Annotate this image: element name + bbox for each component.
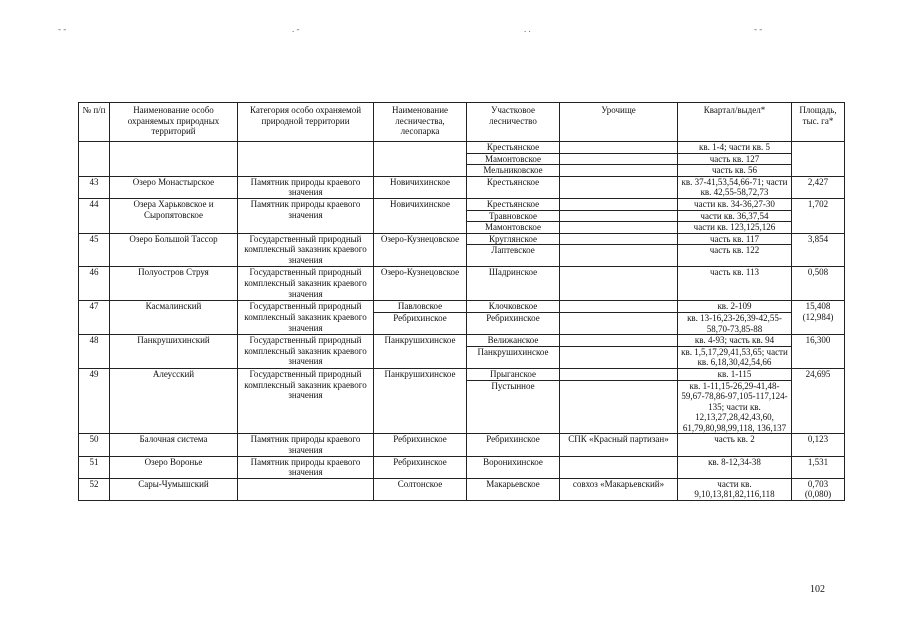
table-row: [79, 434, 845, 456]
table-row: [79, 233, 845, 245]
cell-forestry: Панкрушихинское: [374, 335, 467, 369]
cell-tract: [560, 335, 678, 347]
protected-areas-table: [78, 102, 845, 501]
table-row: [79, 368, 845, 380]
col-header-name: Наименование особо охраняемых природных территорий: [110, 103, 238, 142]
table-row: [79, 301, 845, 313]
scan-mark: - -: [754, 24, 763, 34]
cell-district: Макарьевское: [467, 478, 560, 500]
cell-tract: [560, 210, 678, 222]
cell-name: Панкрушихинский: [110, 335, 238, 369]
cell-tract: [560, 245, 678, 267]
cell-name: Касмалинский: [110, 301, 238, 335]
cell-district: Велижанское: [467, 335, 560, 347]
cell-name: Алеусский: [110, 368, 238, 434]
cell-area: 3,854: [792, 233, 845, 267]
cell-number: 49: [79, 368, 110, 434]
cell-forestry: Солтонское: [374, 478, 467, 500]
cell-forestry: [374, 142, 467, 177]
cell-number: 47: [79, 301, 110, 335]
cell-district: Прыганское: [467, 368, 560, 380]
cell-district: Круглянское: [467, 233, 560, 245]
cell-forestry: Озеро-Кузнецовское: [374, 267, 467, 301]
cell-quarter: кв. 37-41,53,54,66-71; части кв. 42,55-58,72,73: [678, 176, 792, 198]
cell-area: 1,531: [792, 456, 845, 478]
col-header-number: № п/п: [79, 103, 110, 142]
cell-quarter: части кв. 36,37,54: [678, 210, 792, 222]
cell-quarter: кв. 1-11,15-26,29-41,48-59,67-78,86-97,105-117,124-135; части кв. 12,13,27,28,42,43,60, 61,79,80,98,99,118, 136,137: [678, 380, 792, 434]
cell-name: Сары-Чумышский: [110, 478, 238, 500]
cell-area: 0,703 (0,080): [792, 478, 845, 500]
col-header-district: Участковое лесничество: [467, 103, 560, 142]
cell-quarter: кв. 1-4; части кв. 5: [678, 142, 792, 154]
col-header-area: Площадь, тыс. га*: [792, 103, 845, 142]
page-number: 102: [810, 584, 825, 595]
cell-name: Полуостров Струя: [110, 267, 238, 301]
table-header-row: [79, 103, 845, 142]
cell-forestry: Панкрушихинское: [374, 368, 467, 434]
scan-mark: - -: [58, 24, 67, 34]
cell-quarter: часть кв. 117: [678, 233, 792, 245]
table-row: [79, 198, 845, 210]
cell-quarter: часть кв. 113: [678, 267, 792, 301]
cell-tract: совхоз «Макарьевский»: [560, 478, 678, 500]
cell-district: Шадринское: [467, 267, 560, 301]
col-header-tract: Урочище: [560, 103, 678, 142]
cell-quarter: часть кв. 122: [678, 245, 792, 267]
table-row: [79, 176, 845, 198]
cell-number: 52: [79, 478, 110, 500]
cell-quarter: части кв. 34-36,27-30: [678, 198, 792, 210]
scan-mark: . .: [524, 24, 531, 34]
cell-quarter: кв. 1-115: [678, 368, 792, 380]
cell-quarter: часть кв. 2: [678, 434, 792, 456]
cell-number: 46: [79, 267, 110, 301]
cell-category: Государственный природный комплексный заказник краевого значения: [238, 267, 374, 301]
cell-tract: [560, 142, 678, 154]
cell-district: Крестьянское: [467, 142, 560, 154]
table-row: [79, 267, 845, 301]
cell-area: 1,702: [792, 198, 845, 233]
col-header-forestry: Наименование лесничества, лесопарка: [374, 103, 467, 142]
cell-forestry: Новичихинское: [374, 198, 467, 233]
cell-tract: [560, 222, 678, 234]
cell-number: 51: [79, 456, 110, 478]
cell-area: 15,408 (12,984): [792, 301, 845, 335]
cell-category: Государственный природный комплексный заказник краевого значения: [238, 368, 374, 434]
col-header-quarter: Квартал/выдел*: [678, 103, 792, 142]
cell-tract: [560, 267, 678, 301]
cell-district: Панкрушихинское: [467, 346, 560, 368]
cell-tract: [560, 153, 678, 165]
cell-category: Государственный природный комплексный заказник краевого значения: [238, 301, 374, 335]
table-row: [79, 142, 845, 154]
cell-quarter: кв. 8-12,34-38: [678, 456, 792, 478]
cell-district: Мельниковское: [467, 165, 560, 177]
cell-district: Пустынное: [467, 380, 560, 434]
cell-name: Озеро Большой Тассор: [110, 233, 238, 267]
cell-district: Крестьянское: [467, 176, 560, 198]
cell-quarter: части кв. 9,10,13,81,82,116,118: [678, 478, 792, 500]
cell-district: Ребрихинское: [467, 312, 560, 334]
cell-forestry: Озеро-Кузнецовское: [374, 233, 467, 267]
cell-district: Травновское: [467, 210, 560, 222]
cell-name: Балочная система: [110, 434, 238, 456]
cell-number: [79, 142, 110, 177]
cell-tract: [560, 165, 678, 177]
scan-marks: [0, 24, 905, 34]
cell-quarter: часть кв. 56: [678, 165, 792, 177]
cell-district: Воронихинское: [467, 456, 560, 478]
cell-quarter: кв. 13-16,23-26,39-42,55-58,70-73,85-88: [678, 312, 792, 334]
cell-tract: [560, 456, 678, 478]
cell-category: Памятник природы краевого значения: [238, 176, 374, 198]
cell-tract: [560, 346, 678, 368]
cell-number: 50: [79, 434, 110, 456]
cell-forestry: Павловское: [374, 301, 467, 313]
cell-area: 24,695: [792, 368, 845, 434]
cell-tract: СПК «Красный партизан»: [560, 434, 678, 456]
cell-quarter: кв. 1,5,17,29,41,53,65; части кв. 6,18,30,42,54,66: [678, 346, 792, 368]
table-row: [79, 478, 845, 500]
cell-area: 2,427: [792, 176, 845, 198]
cell-tract: [560, 176, 678, 198]
cell-quarter: кв. 4-93; часть кв. 94: [678, 335, 792, 347]
cell-tract: [560, 198, 678, 210]
cell-number: 45: [79, 233, 110, 267]
table-row: [79, 456, 845, 478]
cell-area: 16,300: [792, 335, 845, 369]
scan-mark: . -: [292, 24, 300, 34]
cell-district: Клочковское: [467, 301, 560, 313]
cell-area: 0,123: [792, 434, 845, 456]
cell-area: [792, 142, 845, 177]
cell-category: Государственный природный комплексный заказник краевого значения: [238, 335, 374, 369]
cell-category: Государственный природный комплексный заказник краевого значения: [238, 233, 374, 267]
cell-forestry: Ребрихинское: [374, 312, 467, 334]
cell-number: 48: [79, 335, 110, 369]
cell-category: [238, 142, 374, 177]
cell-forestry: Ребрихинское: [374, 434, 467, 456]
table-row: [79, 335, 845, 347]
cell-tract: [560, 380, 678, 434]
cell-name: Озеро Монастырское: [110, 176, 238, 198]
cell-forestry: Ребрихинское: [374, 456, 467, 478]
cell-tract: [560, 233, 678, 245]
cell-number: 44: [79, 198, 110, 233]
cell-category: [238, 478, 374, 500]
cell-tract: [560, 368, 678, 380]
cell-category: Памятник природы краевого значения: [238, 198, 374, 233]
col-header-category: Категория особо охраняемой природной территории: [238, 103, 374, 142]
cell-name: Озера Харьковское и Сыропятовское: [110, 198, 238, 233]
cell-quarter: часть кв. 127: [678, 153, 792, 165]
cell-area: 0,508: [792, 267, 845, 301]
cell-district: Ребрихинское: [467, 434, 560, 456]
cell-category: Памятник природы краевого значения: [238, 434, 374, 456]
cell-tract: [560, 312, 678, 334]
cell-name: [110, 142, 238, 177]
cell-name: Озеро Воронье: [110, 456, 238, 478]
cell-number: 43: [79, 176, 110, 198]
cell-district: Лаптевское: [467, 245, 560, 267]
cell-district: Мамонтовское: [467, 222, 560, 234]
cell-district: Крестьянское: [467, 198, 560, 210]
cell-tract: [560, 301, 678, 313]
cell-quarter: части кв. 123,125,126: [678, 222, 792, 234]
cell-category: Памятник природы краевого значения: [238, 456, 374, 478]
cell-forestry: Новичихинское: [374, 176, 467, 198]
cell-quarter: кв. 2-109: [678, 301, 792, 313]
cell-district: Мамонтовское: [467, 153, 560, 165]
